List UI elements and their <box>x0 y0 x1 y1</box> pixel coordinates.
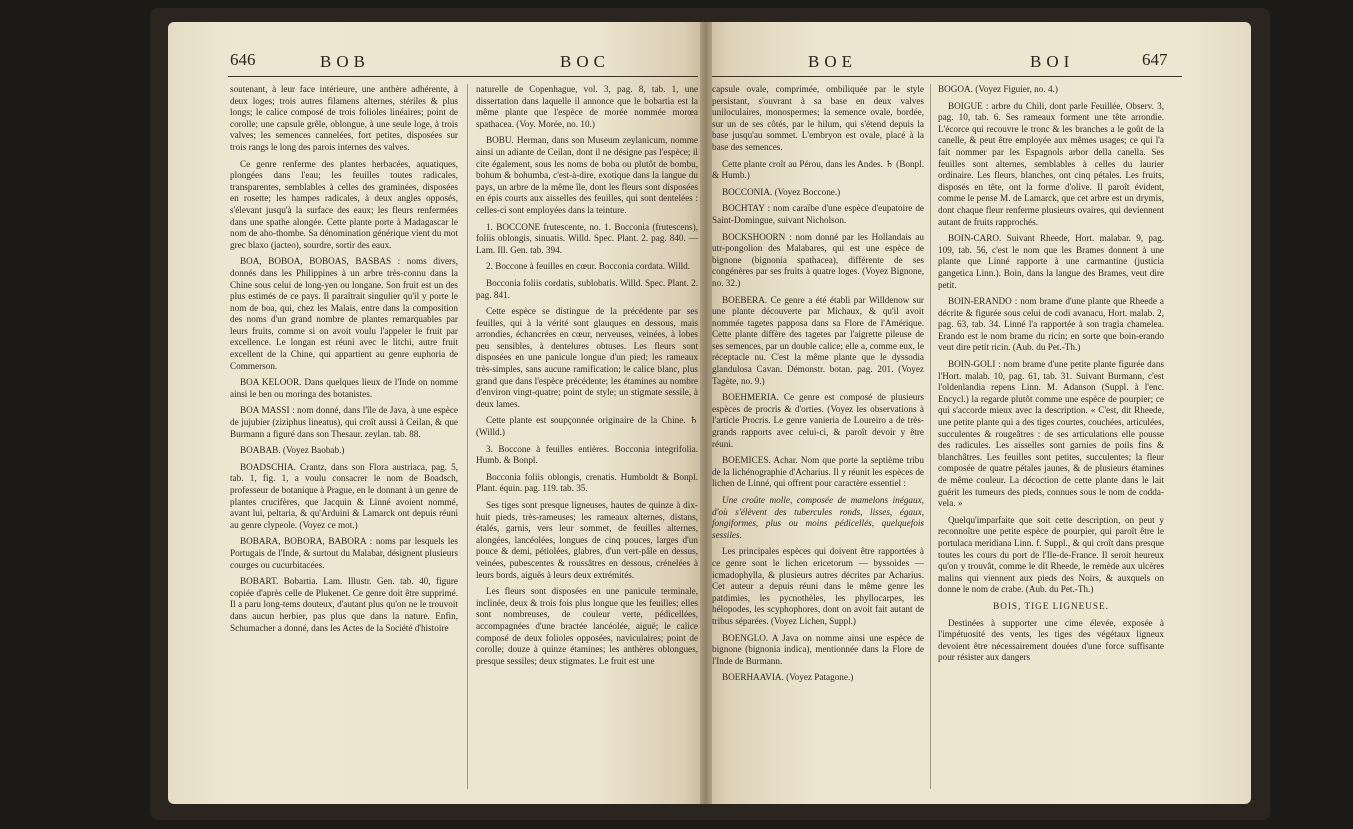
right-page-column-2 <box>938 84 1164 819</box>
running-header-left-2: BOC <box>560 52 610 71</box>
column-divider-right <box>930 84 931 789</box>
entry-paragraph: BOA KELOOR. Dans quelques lieux de l'Inde on nomme ainsi le ben ou moringa des botanistes. <box>230 377 458 399</box>
entry-paragraph: 1. BOCCONE frutescente, no. 1. Bocconia (frutescens), foliis oblongis, sinuatis. Willd. Spec. Plant. 2. pag. 840. — Lam. Ill. Gen. tab. 394. <box>476 221 698 255</box>
entry-paragraph: BOEBERA. Ce genre a été établi par Willdenow sur une plante découverte par Michaux, & qu'il avoit nommée tagetes papposa dans sa Flore de l'Amérique. Cette plante diffère des tagetes par l'aigrette pileuse de ses semences, par un double calice; elle a, comme eux, le réceptacle nu. C'est la même plante que le dyssodia glandulosa Cavan. Démonstr. botan. pag. 201. (Voyez Tagète, no. 9.) <box>712 294 924 386</box>
entry-paragraph: 2. Boccone à feuilles en cœur. Bocconia cordata. Willd. <box>486 261 691 272</box>
page-number-right: 647 <box>1142 50 1168 69</box>
right-page-column-1 <box>712 84 924 819</box>
entry-paragraph: 3. Boccone à feuilles entières. Bocconia integrifolia. Humb. & Bonpl. <box>476 443 698 466</box>
entry-paragraph: BOBART. Bobartia. Lam. Illustr. Gen. tab. 40, figure copiée d'après celle de Plukenet. Ce genre doit être supprimé. Il a paru long-tems douteux, d'autant plus qu'on ne le trouvoit dans aucun herbier, pas plus que dans la nature. Enfin, Schumacher a donné, dans les Actes de la Société d'histoire <box>230 576 458 633</box>
entry-paragraph: BOCHTAY : nom caraïbe d'une espèce d'eupatoire de Saint-Domingue, suivant Nicholson. <box>712 203 924 225</box>
running-header-left-1: BOB <box>320 52 370 71</box>
entry-paragraph: Cette espèce se distingue de la précédente par ses feuilles, qui à la vérité sont glauques en dessous, mais arrondies, échancrées en cœur, nerveuses, veinées, à lobes peu sensibles, à dentelures obtuses. Les fleurs sont disposées en une panicule longue d'un pied; les rameaux très-simples, sans aucune ramification; le calice blanc, plus grand que dans l'espèce précédente; les étamines au nombre d'environ vingt-quatre; point de style; un stigmate sessile, à deux lames. <box>476 306 698 409</box>
entry-paragraph: Quelqu'imparfaite que soit cette description, on peut y reconnoître une petite espèce de pourpier, qui paroît être le portulaca meridiana Linn. f. Suppl., & qui croît dans presque toutes les cours du port de l'Ile-de-France. Il seroit heureux qu'on y trouvât, comme le dit Rheede, le remède aux ulcères malins qui viennent aux pieds des Noirs, & auxquels on donne le nom de crabe. (Aub. du Pet.-Th.) <box>938 514 1164 595</box>
left-page-column-1 <box>230 84 458 819</box>
entry-paragraph: BOBARA, BOBORA, BABORA : noms par lesquels les Portugais de l'Inde, & surtout du Malabar, désignent plusieurs courges ou cucurbitacées. <box>230 536 458 570</box>
entry-paragraph: Les principales espèces qui doivent être rapportées à ce genre sont le lichen ericetorum — byssoides — icmadophylla, & plusieurs autres décrites par Acharius. Cet auteur a depuis réuni dans le même genre les patdimies, les pycnothèles, les phyllocarpes, les hélopodes, les scyphophores, dont on avoit fait autant de tribus séparées. (Voyez Lichen, Suppl.) <box>712 546 924 626</box>
entry-paragraph: BOEMICES. Achar. Nom que porte la septième tribu de la lichénographie d'Acharius. Il y réunit les espèces de lichen de Linné, qui offrent pour caractère essentiel : <box>712 455 924 489</box>
running-header-right-1: BOE <box>808 52 857 71</box>
entry-paragraph: BOENGLO. A Java on nomme ainsi une espèce de bignone (bignonia indica), mentionnée dans la Flore de l'Inde de Burmann. <box>712 632 924 666</box>
entry-paragraph: BOIN-GOLI : nom brame d'une petite plante figurée dans l'Hort. malab. 10, pag. 61, tab. 31. Suivant Burmann, c'est l'oldenlandia repens Linn. M. Adanson (Suppl. à l'enc. Encycl.) la regarde plutôt comme une espèce de pourpier; ce qui s'accorde mieux avec la description. « C'est, dit Rheede, une petite plante qui a des tiges courtes, couchées, articulées, succulentes & rougeâtres : de ses articulations elle pousse des radicules. Les aisselles sont garnies de poils fins & blanchâtres. Les feuilles sont petites, succulentes; la fleur composée de quatre pétales jaunes, & de plusieurs étamines de même couleur. La décoction de cette plante dans le lait guérit les tumeurs des pieds, connues sous le nom de codda-vela. » <box>938 359 1164 509</box>
entry-paragraph: BOCCONIA. (Voyez Boccone.) <box>722 186 841 197</box>
entry-paragraph: Destinées à supporter une cime élevée, exposée à l'impétuosité des vents, les tiges des végétaux ligneux devoient être nécessairement douées d'une force suffisante pour résister aux dangers <box>938 617 1164 663</box>
book-gutter <box>700 22 712 804</box>
entry-paragraph: BOIGUE : arbre du Chili, dont parle Feuillée, Observ. 3, pag. 10, tab. 6. Ses rameaux forment une tête arrondie. L'écorce qui recouvre le tronc & les branches a le goût de la canelle, & peut être employée aux mêmes usages; ce qui l'a fait nommer par les Espagnols arbor della canella. Ses feuilles sont alternes, semblables à celles du laurier ordinaire. Les fleurs, blanches, ont cinq pétales. Les fruits, disposés en tête, ont la forme d'olive. Il paroît évident, comme le pense M. de Lamarck, que cet arbre est un drymis, dont chaque fleur renferme plusieurs ovaires, qui deviennent autant de fruits rapprochés. <box>938 100 1164 227</box>
entry-paragraph: BOGOA. (Voyez Figuier, no. 4.) <box>938 84 1058 94</box>
entry-paragraph: Ses tiges sont presque ligneuses, hautes de quinze à dix-huit pieds, très-rameuses; les rameaux alternes, distans, étalés, garnis, vers leur sommet, de feuilles alternes, alongées, lancéolées, longues de cinq pouces, larges d'un pouce & demi, pétiolées, glabres, d'un vert-pâle en dessus, veinées, pubescentes & roussâtres en dessous, crénelées à leurs bords, aiguës à leurs deux extrémités. <box>476 500 698 580</box>
entry-paragraph: BOA MASSI : nom donné, dans l'île de Java, à une espèce de jujubier (ziziphus lineatus), qui croît aussi à Ceilan, & que Burmann a figuré dans son Thesaur. zeylan. tab. 88. <box>230 405 458 439</box>
entry-paragraph: BOABAB. (Voyez Baobab.) <box>240 445 345 456</box>
entry-paragraph: capsule ovale, comprimée, ombiliquée par le style persistant, s'ouvrant à sa base en deux valves uniloculaires, monospermes; la semence ovale, bordée, sur un de ses côtés, par le hilum, qui s'étend depuis la base jusqu'au sommet. L'embryon est ovale, placé à la base des semences. <box>712 84 924 152</box>
entry-paragraph: BOBU. Herman, dans son Museum zeylanicum, nomme ainsi un adiante de Ceilan, dont il ne désigne pas l'espèce; il cite également, sous les noms de boba ou plutôt de bombu, bohum & bohumba, c'est-à-dire, exotique dans la langue du pays, un arbre de la même île, dont les fleurs sont disposées en épis courts aux aisselles des feuilles, qui sont dentelées : celles-ci sont employées dans la teinture. <box>476 135 698 215</box>
entry-paragraph: Cette plante croît au Pérou, dans les Andes. ♄ (Bonpl. & Humb.) <box>712 158 924 181</box>
entry-paragraph: Une croûte molle, composée de mamelons inégaux, d'où s'élèvent des tubercules ronds, lisses, égaux, fongiformes, plus ou moins pédicellés, quelquefois sessiles. <box>712 495 924 540</box>
entry-paragraph: BOERHAAVIA. (Voyez Patagone.) <box>722 672 854 683</box>
page-number-left: 646 <box>230 50 256 69</box>
entry-paragraph: Bocconia foliis oblongis, crenatis. Humboldt & Bonpl. Plant. équin. pag. 119. tab. 35. <box>476 471 698 494</box>
header-rule-left <box>228 76 698 77</box>
entry-paragraph: Ce genre renferme des plantes herbacées, aquatiques, plongées dans l'eau; les feuilles toutes radicales, transparentes, semblables à celles des graminées, disposées en rosette; les hampes radicales, à deux angles opposés, s'élevant jusqu'à la surface des eaux; les fleurs renfermées dans une spathe alongée. Cette plante porte à Madagascar le nom de aho-thombe. Sa dénomination générique vient du mot grec blaxo (jacteo), sourdre, sortir des eaux. <box>230 158 458 250</box>
entry-paragraph: BOIN-ERANDO : nom brame d'une plante que Rheede a décrite & figurée sous celui de codi avanacu, Hort. malab. 2, pag. 63, tab. 34. Linné l'a rapportée à son tragia chamelea. Erando est le nom brame du ricin; en sorte que boin-erando veut dire petit ricin. (Aub. du Pet.-Th.) <box>938 296 1164 353</box>
entry-paragraph: BOEHMERIA. Ce genre est composé de plusieurs espèces de procris & d'orties. (Voyez les observations à l'article Procris. Le genre vanieria de Loureiro a de très-grands rapports avec celui-ci, & paroît devoir y être réuni. <box>712 392 924 449</box>
entry-paragraph: Bocconia foliis cordatis, sublobatis. Willd. Spec. Plant. 2. pag. 841. <box>476 277 698 300</box>
header-rule-right <box>712 76 1182 77</box>
entry-paragraph: Cette plante est soupçonnée originaire de la Chine. ♄ (Willd.) <box>476 415 698 438</box>
left-page-column-2 <box>476 84 698 819</box>
entry-paragraph: BOCKSHOORN : nom donné par les Hollandais au utr-pongolion des Malabares, qui est une espèce de bignone (bignonia spathacea), différente de ses congénères par ses fruits à quatre loges. (Voyez Bignone, no. 32.) <box>712 231 924 288</box>
entry-paragraph: BOIN-CARO. Suivant Rheede, Hort. malabar. 9, pag. 109, tab. 56, c'est le nom que les Brames donnent à une plante que Linné rapporte à une carmantine (justicia gangetica Linn.). Boin, dans la langue des Brames, veut dire petit. <box>938 233 1164 290</box>
section-heading: BOIS, TIGE LIGNEUSE. <box>993 600 1109 611</box>
entry-paragraph: naturelle de Copenhague, vol. 3, pag. 8, tab. 1, une dissertation dans laquelle il annonce que le bobartia est la même plante que l'espèce de morée nommée morœa spathacea. (Voy. Morée, no. 10.) <box>476 84 698 129</box>
entry-paragraph: Les fleurs sont disposées en une panicule terminale, inclinée, deux & trois fois plus longue que les feuilles; elles sont nombreuses, de couleur verte, pédicellées, accompagnées d'une bractée lancéolée, aiguë; le calice composé de deux folioles opposées, naviculaires; point de corolle; douze à quinze étamines; les anthères oblongues, presque sessiles; deux stigmates. Le fruit est une <box>476 586 698 666</box>
running-header-right-2: BOI <box>1030 52 1075 71</box>
entry-paragraph: BOA, BOBOA, BOBOAS, BASBAS : noms divers, donnés dans les Philippines à un arbre très-connu dans la Chine sous celui de long-yen ou longane. Son fruit est un des plus estimés de ce pays. Il paraîtrait singulier qu'il y porte le nom de boa, qui, chez les Malais, entre dans la composition des noms d'un grand nombre de plantes remarquables par leurs fruits, comme si on avoit voulu l'appeler le fruit par excellence. Le longan est réuni avec le litchi, autre fruit excellent de la Chine, qui appartient au genre euphoria de Commerson. <box>230 256 458 371</box>
column-divider-left <box>467 84 468 789</box>
entry-paragraph: BOADSCHIA. Crantz, dans son Flora austriaca, pag. 5, tab. 1, fig. 1, a voulu consacrer le nom de Boadsch, professeur de botanique à Prague, en le donnant à un genre de plantes crucifères, que Jacquin & Linné avoient nommé, avant lui, peltaria, & qu'Arduini & Lamarck ont depuis réuni au genre clypeole. (Voyez ce mot.) <box>230 461 458 530</box>
entry-paragraph: soutenant, à leur face intérieure, une anthère adhérente, à deux loges; trois autres filamens alternes, stériles & plus longs; le calice composé de trois folioles linéaires; point de corolle; une capsule grêle, oblongue, à une seule loge, à trois valves; les semences cannelées, fort petites, disposées sur trois rangs le long des parois internes des valves. <box>230 84 458 152</box>
